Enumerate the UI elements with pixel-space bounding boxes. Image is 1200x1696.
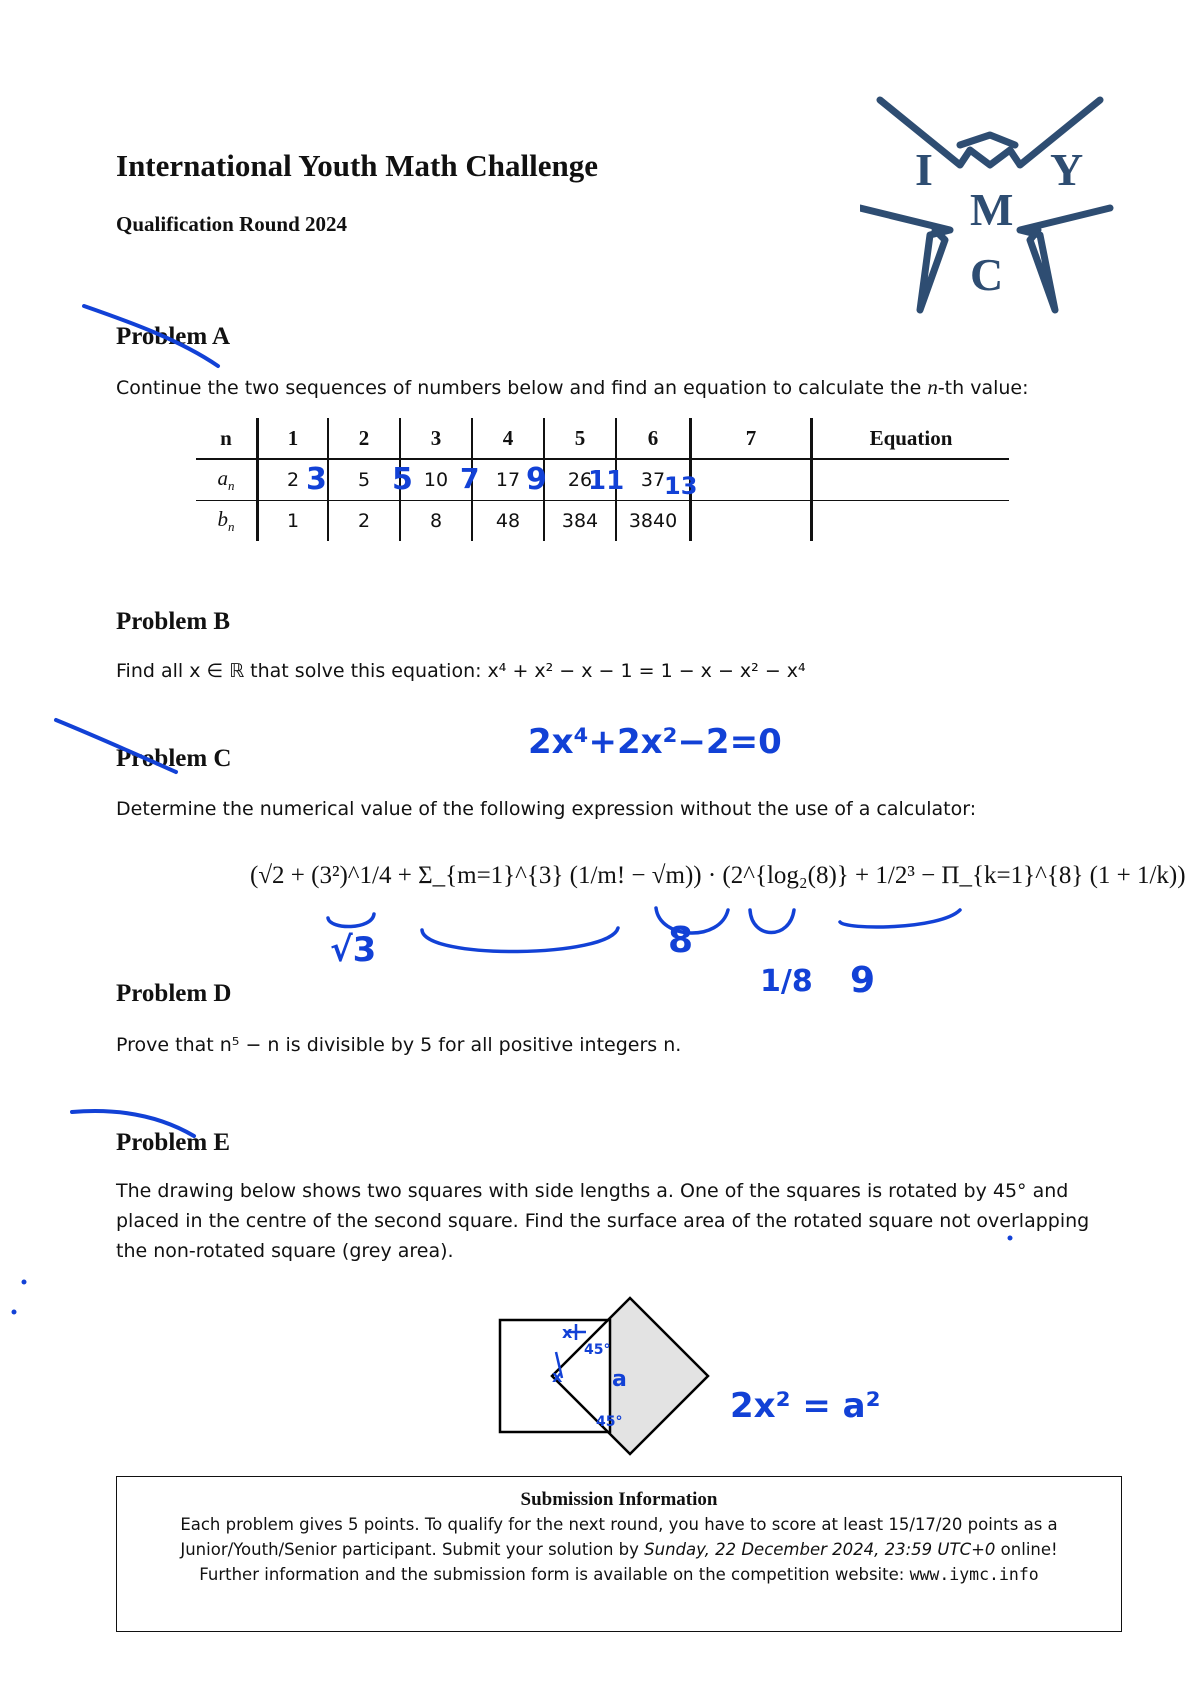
table-cell: 5 — [328, 459, 400, 501]
annotation-diff-11: 11 — [588, 466, 625, 496]
submission-info-box — [116, 1476, 1122, 1632]
table-cell: 26 — [544, 459, 616, 501]
submission-line-2 — [117, 1537, 1121, 1562]
header-6: 6 — [616, 418, 691, 459]
annotation-diff-9: 9 — [526, 462, 547, 497]
table-cell: 48 — [472, 501, 544, 542]
figure-label-45-top: 45° — [584, 1342, 611, 1358]
problem-c-heading: Problem C — [116, 745, 232, 772]
annotation-sqrt3: √3 — [330, 930, 377, 970]
table-cell: 37 — [616, 459, 691, 501]
problem-a-text-var: n — [927, 375, 938, 399]
table-cell: 10 — [400, 459, 472, 501]
problem-b-heading: Problem B — [116, 608, 231, 635]
table-cell: 17 — [472, 459, 544, 501]
problem-e-heading: Problem E — [116, 1129, 231, 1156]
header-5: 5 — [544, 418, 616, 459]
annotation-nine: 9 — [850, 960, 876, 1001]
problem-a-text-post: -th value: — [937, 377, 1029, 399]
figure-label-x-top: x — [562, 1323, 573, 1342]
problem-c-text: Determine the numerical value of the following expression without the use of a calculator: — [116, 798, 977, 820]
annotation-diff-7: 7 — [460, 462, 480, 495]
page-title: International Youth Math Challenge — [116, 148, 598, 183]
figure-label-a: a — [612, 1367, 627, 1392]
website-link[interactable]: www.iymc.info — [909, 1565, 1039, 1584]
annotation-diff-3: 3 — [306, 462, 327, 497]
table-cell: 3840 — [616, 501, 691, 542]
figure-label-x-left: x — [552, 1367, 563, 1386]
annotation-problem-b: 2x⁴+2x²−2=0 — [528, 722, 782, 762]
row-b-label: $b_n$ — [217, 507, 235, 534]
annotation-diff-5: 5 — [392, 462, 413, 497]
submission-title: Submission Information — [520, 1489, 718, 1510]
submission-line-3 — [117, 1562, 1121, 1587]
table-cell: 8 — [400, 501, 472, 542]
header-4: 4 — [472, 418, 544, 459]
problem-c-expression: (√2 + (3²)^1/4 + Σ_{m=1}^{3} (1/m! − √m)) · (2^{log₂(8)} + 1/2³ − Π_{k=1}^{8} (1 + 1/k)) — [250, 862, 1186, 889]
annotation-problem-e: 2x² = a² — [730, 1386, 881, 1426]
table-cell: 1 — [258, 501, 329, 542]
problem-b-text: Find all x ∈ ℝ that solve this equation: x⁴ + x² − x − 1 = 1 − x − x² − x⁴ — [116, 660, 806, 682]
annotation-one-eighth: 1/8 — [760, 964, 813, 999]
header-2: 2 — [328, 418, 400, 459]
header-equation: Equation — [812, 418, 1010, 459]
logo-letter-i: I — [915, 144, 933, 195]
table-cell: 384 — [544, 501, 616, 542]
header-3: 3 — [400, 418, 472, 459]
header-7: 7 — [691, 418, 812, 459]
submission-line-1: Each problem gives 5 points. To qualify for the next round, you have to score at least 15/17/20 points as a — [180, 1515, 1058, 1534]
logo-letter-m: M — [970, 184, 1014, 235]
header-1: 1 — [258, 418, 329, 459]
problem-e-text: The drawing below shows two squares with side lengths a. One of the squares is rotated by 45° and placed in the centre of the second square. Find the surface area of the rotated square not overlapping the non-rotated square (grey area). — [116, 1180, 1090, 1262]
table-cell: 2 — [328, 501, 400, 542]
annotation-eight: 8 — [668, 920, 694, 961]
annotation-diff-13: 13 — [664, 472, 698, 500]
figure-label-45-bottom: 45° — [596, 1414, 623, 1430]
problem-d-heading: Problem D — [116, 980, 232, 1007]
row-a-label: $a_n$ — [196, 459, 258, 501]
submission-line-3-pre: Further information and the submission form is available on the competition website: — [199, 1565, 910, 1584]
problem-a-text-pre: Continue the two sequences of numbers below and find an equation to calculate the — [116, 377, 928, 399]
table-cell: 2 — [258, 459, 329, 501]
problem-a-heading: Problem A — [116, 323, 231, 350]
submission-line-2-post: online! — [995, 1540, 1058, 1559]
submission-line-2-pre: Junior/Youth/Senior participant. Submit your solution by — [180, 1540, 645, 1559]
page-subtitle: Qualification Round 2024 — [116, 212, 348, 236]
header-n: n — [196, 418, 258, 459]
submission-deadline: Sunday, 22 December 2024, 23:59 UTC+0 — [644, 1540, 996, 1559]
problem-d-text: Prove that n⁵ − n is divisible by 5 for all positive integers n. — [116, 1034, 682, 1056]
logo-letter-c: C — [970, 249, 1004, 300]
logo-letter-y: Y — [1050, 144, 1084, 195]
